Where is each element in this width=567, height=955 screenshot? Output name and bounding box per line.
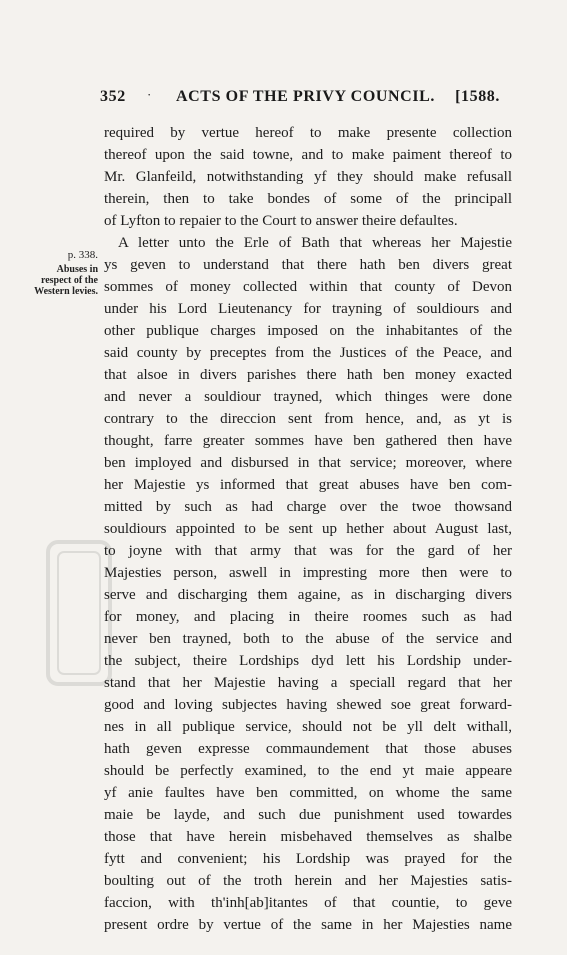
header-separator: · xyxy=(147,87,152,102)
text-line: under his Lord Lieutenancy for trayning of souldiours and xyxy=(104,301,512,317)
page-title: ACTS OF THE PRIVY COUNCIL. xyxy=(176,88,436,105)
text-line: ben imployed and disbursed in that service; moreover, where xyxy=(104,455,512,471)
text-line: serve and discharging them againe, as in discharging divers xyxy=(104,587,512,603)
text-line: hath geven expresse commaundement that those abuses xyxy=(104,741,512,757)
text-line: thought, farre greater sommes have ben gathered then have xyxy=(104,433,512,449)
text-line: should be perfectly examined, to the end yt maie appeare xyxy=(104,763,512,779)
text-line: sommes of money collected within that county of Devon xyxy=(104,279,512,295)
text-line: mitted by such as had charge over the twoe thowsand xyxy=(104,499,512,515)
header-year: [1588. xyxy=(455,88,500,105)
text-line: therein, then to take bondes of some of the principall xyxy=(104,191,512,207)
text-line: other publique charges imposed on the inhabitantes of the xyxy=(104,323,512,339)
text-line: and never a souldiour trayned, which thinges were done xyxy=(104,389,512,405)
text-line: good and loving subjectes having shewed soe great forward- xyxy=(104,697,512,713)
text-line: required by vertue hereof to make presente collection xyxy=(104,125,512,141)
text-line: said county by preceptes from the Justices of the Peace, and xyxy=(104,345,512,361)
text-line: fytt and convenient; his Lordship was prayed for the xyxy=(104,851,512,867)
text-line: thereof upon the said towne, and to make paiment thereof to xyxy=(104,147,512,163)
text-line: faccion, with th'inh[ab]itantes of that countie, to geve xyxy=(104,895,512,911)
text-line: maie be layde, and such due punishment used towardes xyxy=(104,807,512,823)
text-line: the subject, theire Lordships dyd lett his Lordship under- xyxy=(104,653,512,669)
text-line: contrary to the direccion sent from hence, and, as yt is xyxy=(104,411,512,427)
text-line: for money, and placing in theire roomes such as had xyxy=(104,609,512,625)
text-line: those that have herein misbehaved themselves as shalbe xyxy=(104,829,512,845)
text-line: stand that her Majestie having a speciall regard that her xyxy=(104,675,512,691)
text-line: to joyne with that army that was for the gard of her xyxy=(104,543,512,559)
text-line: her Majestie ys informed that great abuses have ben com- xyxy=(104,477,512,493)
text-line: ys geven to understand that there hath ben divers great xyxy=(104,257,512,273)
margin-note xyxy=(0,264,98,297)
margin-note-line: respect of the xyxy=(40,275,98,286)
text-line: boulting out of the troth herein and her Majesties satis- xyxy=(104,873,512,889)
text-line: Majesties person, aswell in impresting more then were to xyxy=(104,565,512,581)
text-line: nes in all publique service, should not be yll delt withall, xyxy=(104,719,512,735)
text-line: yf anie faultes have ben committed, on whome the same xyxy=(104,785,512,801)
text-line: present ordre by vertue of the same in her Majesties name xyxy=(104,917,512,933)
text-line: A letter unto the Erle of Bath that whereas her Majestie xyxy=(118,235,512,251)
body-text xyxy=(104,122,512,936)
page-number: 352 xyxy=(100,88,126,105)
margin-page-reference: p. 338. xyxy=(67,249,98,261)
text-line: Mr. Glanfeild, notwithstanding yf they should make refusall xyxy=(104,169,512,185)
text-line: of Lyfton to repaier to the Court to answer theire defaultes. xyxy=(104,213,458,229)
running-header xyxy=(100,88,500,114)
text-line: never ben trayned, both to the abuse of the service and xyxy=(104,631,512,647)
text-line: souldiours appointed to be sent up hether about August last, xyxy=(104,521,512,537)
text-line: that alsoe in divers parishes there hath ben money exacted xyxy=(104,367,512,383)
margin-note-line: Western levies. xyxy=(34,286,98,297)
margin-note-line: Abuses in xyxy=(56,264,98,275)
